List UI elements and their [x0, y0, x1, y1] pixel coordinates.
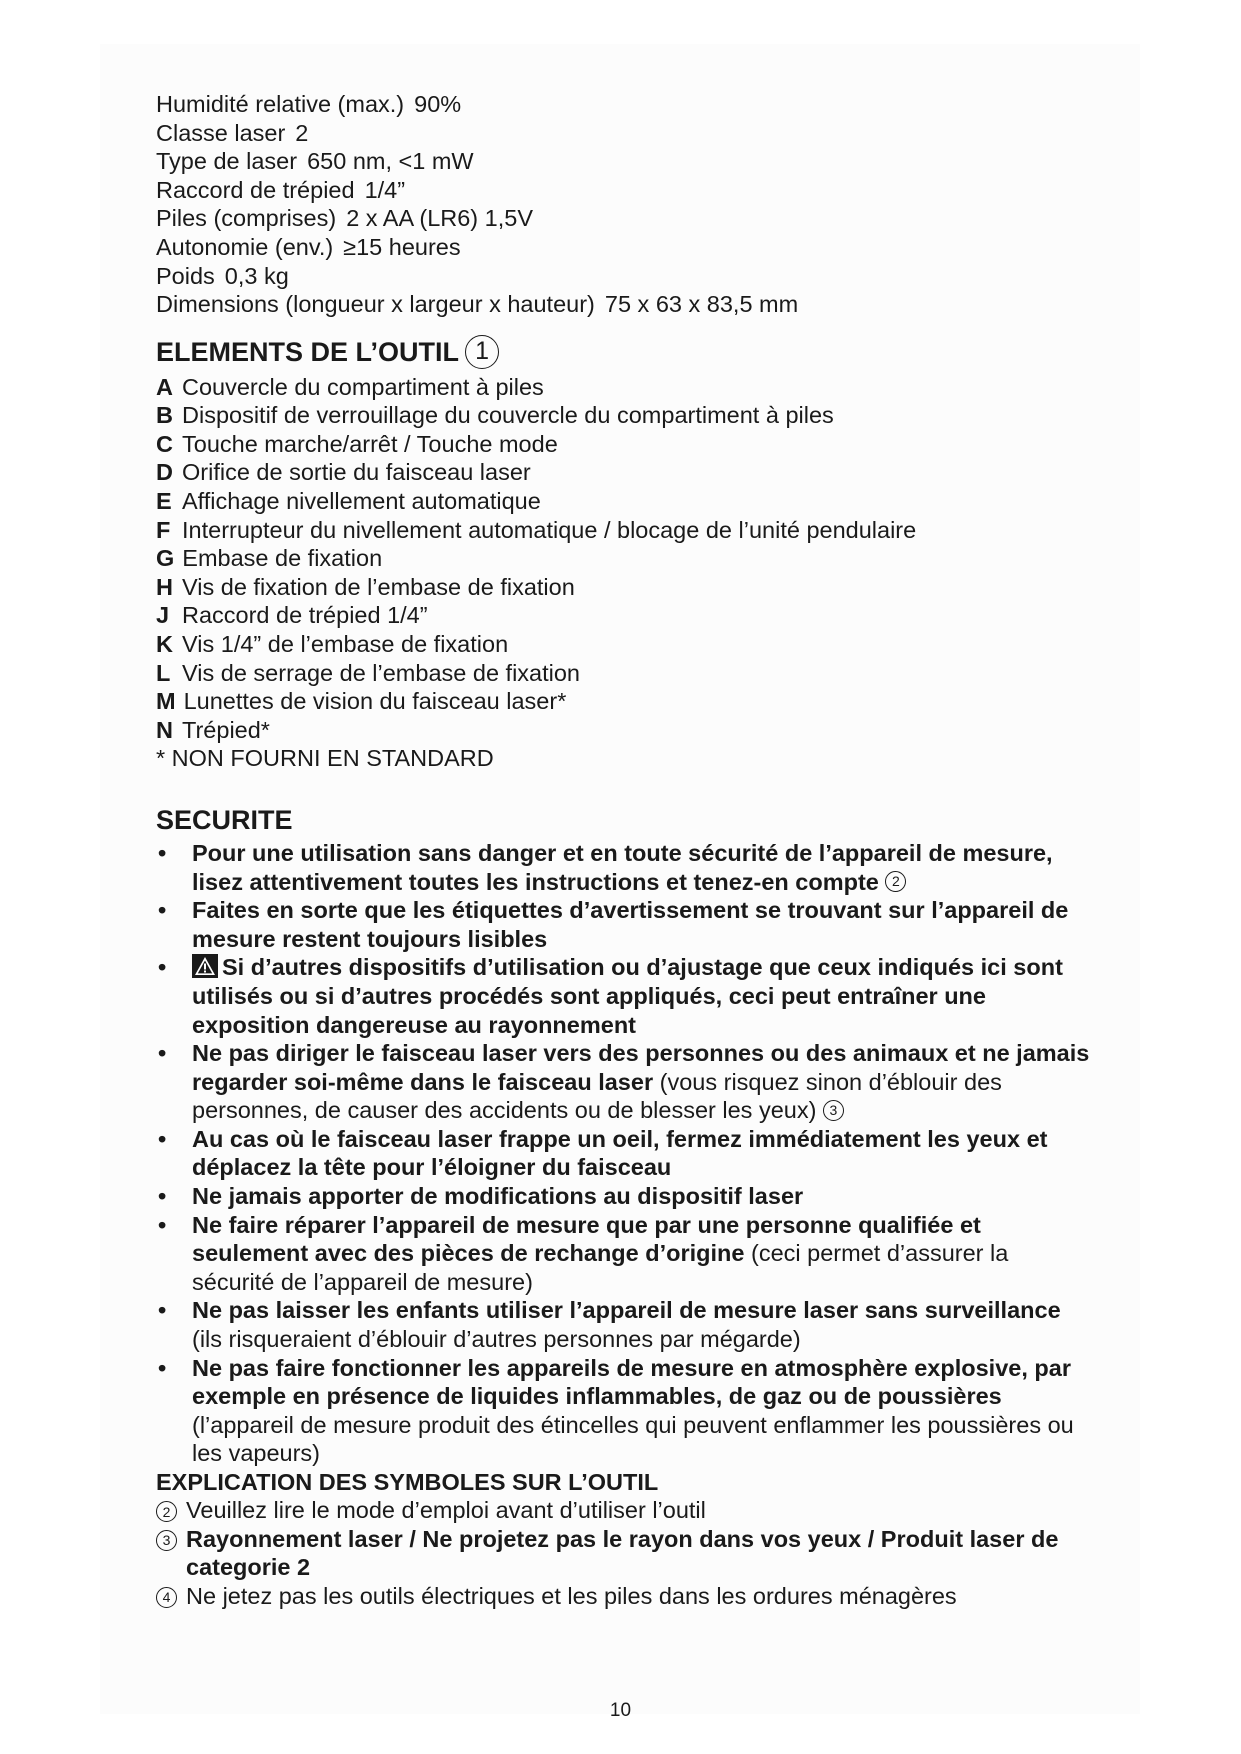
item-letter: E [156, 488, 172, 514]
spec-value: 2 x AA (LR6) 1,5V [346, 205, 533, 232]
document-content [156, 90, 1096, 1610]
symbol-number-badge: 2 [156, 1501, 177, 1522]
list-item [156, 458, 1096, 487]
safety-bold-text: Ne jamais apporter de modifications au dispositif laser [192, 1183, 804, 1210]
safety-bold-text: Ne faire réparer l’appareil de mesure que par une personne qualifiée et seulement avec des pièces de rechange d’origine [192, 1211, 981, 1267]
item-letter: N [156, 716, 173, 743]
item-letter: B [156, 402, 173, 429]
item-letter: F [156, 516, 171, 543]
item-letter: J [156, 602, 170, 629]
spec-line [156, 119, 1096, 148]
safety-bold-text: Ne pas laisser les enfants utiliser l’appareil de mesure laser sans surveillance [192, 1297, 1061, 1324]
safety-item [156, 953, 1096, 1039]
safety-item [156, 1296, 1096, 1353]
list-item [156, 430, 1096, 459]
spec-line [156, 90, 1096, 119]
safety-item [156, 1125, 1096, 1182]
item-letter: M [156, 688, 176, 715]
safety-bold-text: Au cas où le faisceau laser frappe un oeil, fermez immédiatement les yeux et déplacez la tête pour l’éloigner du faisceau [192, 1125, 1048, 1181]
item-text: Vis de serrage de l’embase de fixation [182, 659, 580, 686]
item-text: Dispositif de verrouillage du couvercle du compartiment à piles [182, 402, 834, 429]
symbol-item [156, 1496, 1096, 1525]
item-text: Couvercle du compartiment à piles [182, 373, 544, 400]
warning-triangle-icon [192, 954, 218, 978]
spec-value: 90% [414, 91, 462, 117]
safety-item [156, 1354, 1096, 1468]
elements-footnote: * NON FOURNI EN STANDARD [156, 745, 494, 772]
item-letter: H [156, 573, 173, 600]
safety-item [156, 839, 1096, 896]
safety-normal-text: (vous risquez sinon d’éblouir des personnes, de causer des accidents ou de blesser les yeux) [192, 1068, 1002, 1124]
safety-item [156, 1039, 1096, 1125]
securite-heading: SECURITE [156, 804, 293, 835]
spec-label: Raccord de trépied [156, 176, 355, 203]
spec-label: Classe laser [156, 119, 286, 146]
spec-value: 0,3 kg [224, 262, 289, 289]
safety-item [156, 1211, 1096, 1297]
list-item [156, 373, 1096, 402]
list-item [156, 487, 1096, 516]
spec-value: 75 x 63 x 83,5 mm [604, 291, 799, 318]
item-text: Vis 1/4” de l’embase de fixation [182, 630, 509, 657]
spec-line [156, 290, 1096, 319]
safety-item [156, 896, 1096, 953]
item-letter: K [156, 630, 173, 657]
list-item [156, 601, 1096, 630]
page-number: 10 [609, 1700, 632, 1721]
safety-normal-text: (l’appareil de mesure produit des étincelles qui peuvent enflammer les poussières ou les vapeurs) [192, 1411, 1074, 1467]
symbol-number-badge: 3 [156, 1530, 177, 1551]
item-letter: D [156, 459, 173, 486]
technical-specs [156, 90, 1096, 319]
list-item [156, 401, 1096, 430]
list-item [156, 687, 1096, 716]
safety-bold-text: Pour une utilisation sans danger et en toute sécurité de l’appareil de mesure, lisez attentivement toutes les instructions et tenez-en compte [192, 839, 1053, 895]
symbols-heading: EXPLICATION DES SYMBOLES SUR L’OUTIL [156, 1469, 659, 1495]
item-text: Raccord de trépied 1/4” [182, 602, 428, 629]
safety-bold-text: Ne pas faire fonctionner les appareils de mesure en atmosphère explosive, par exemple en présence de liquides inflammables, de gaz ou de poussières [192, 1354, 1071, 1410]
safety-bold-text: Faites en sorte que les étiquettes d’avertissement se trouvant sur l’appareil de mesure restent toujours lisibles [192, 897, 1069, 952]
list-item [156, 544, 1096, 573]
list-item [156, 573, 1096, 602]
safety-normal-text: (ceci permet d’assurer la sécurité de l’appareil de mesure) [192, 1240, 1009, 1295]
spec-line [156, 233, 1096, 262]
symbol-number-badge: 4 [156, 1587, 177, 1608]
item-text: Trépied* [182, 716, 270, 743]
spec-label: Poids [156, 262, 215, 289]
elements-heading [156, 335, 1096, 371]
item-text: Lunettes de vision du faisceau laser* [183, 688, 567, 715]
symbol-ref-badge: 3 [823, 1100, 844, 1121]
symbol-item [156, 1582, 1096, 1611]
symbol-item [156, 1525, 1096, 1582]
item-text: Interrupteur du nivellement automatique / blocage de l’unité pendulaire [182, 516, 917, 543]
item-text: Embase de fixation [182, 545, 383, 572]
list-item [156, 659, 1096, 688]
figure-ref-badge: 1 [465, 335, 499, 369]
spec-label: Dimensions (longueur x largeur x hauteur) [156, 291, 595, 318]
symbols-list [156, 1496, 1096, 1610]
symbol-text: Veuillez lire le mode d’emploi avant d’utiliser l’outil [186, 1497, 706, 1523]
symbol-text: Rayonnement laser / Ne projetez pas le rayon dans vos yeux / Produit laser de categorie 2 [186, 1525, 1059, 1581]
spec-value: ≥15 heures [343, 233, 461, 260]
item-text: Affichage nivellement automatique [182, 488, 541, 514]
safety-item [156, 1182, 1096, 1211]
list-item [156, 716, 1096, 745]
list-item [156, 516, 1096, 545]
spec-value: 650 nm, <1 mW [307, 148, 474, 175]
item-letter: C [156, 430, 173, 457]
spec-label: Autonomie (env.) [156, 233, 334, 260]
spec-label: Type de laser [156, 148, 298, 175]
spec-line [156, 176, 1096, 205]
elements-title: ELEMENTS DE L’OUTIL [156, 336, 460, 367]
spec-value: 2 [295, 119, 309, 146]
safety-bold-text: Si d’autres dispositifs d’utilisation ou d’ajustage que ceux indiqués ici sont utilisés ou si d’autres procédés sont appliqués, ceci peut entraîner une exposition dangereuse au rayonnement [192, 954, 1063, 1038]
list-item [156, 630, 1096, 659]
item-letter: A [156, 373, 173, 400]
spec-label: Piles (comprises) [156, 205, 337, 232]
item-text: Touche marche/arrêt / Touche mode [182, 430, 558, 457]
item-letter: G [156, 545, 175, 572]
spec-line [156, 262, 1096, 291]
spec-label: Humidité relative (max.) [156, 91, 405, 117]
elements-list [156, 373, 1096, 773]
safety-list [156, 839, 1096, 1468]
spec-line [156, 147, 1096, 176]
item-text: Orifice de sortie du faisceau laser [182, 459, 531, 486]
item-text: Vis de fixation de l’embase de fixation [182, 573, 575, 600]
safety-bold-text: Ne pas diriger le faisceau laser vers des personnes ou des animaux et ne jamais regarder soi-même dans le faisceau laser [192, 1040, 1090, 1095]
item-letter: L [156, 659, 171, 686]
symbol-text: Ne jetez pas les outils électriques et les piles dans les ordures ménagères [186, 1582, 957, 1609]
spec-line [156, 204, 1096, 233]
safety-normal-text: (ils risqueraient d’éblouir d’autres personnes par mégarde) [192, 1326, 801, 1353]
spec-value: 1/4” [364, 176, 406, 203]
symbol-ref-badge: 2 [885, 871, 906, 892]
